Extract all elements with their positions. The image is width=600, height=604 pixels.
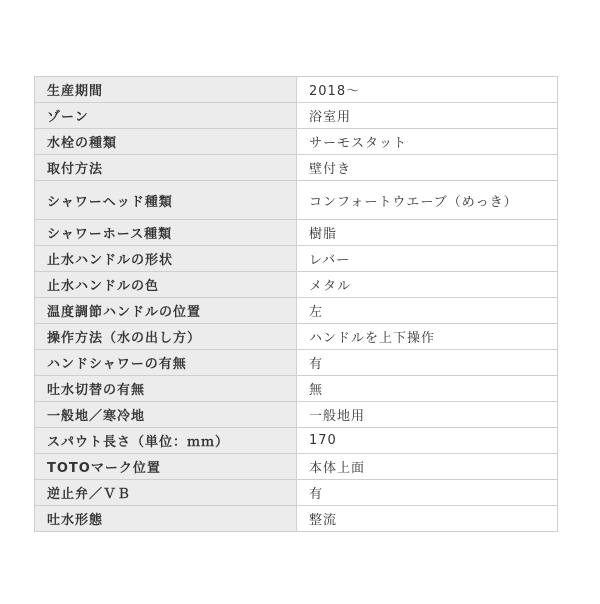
table-row xyxy=(35,350,558,376)
row-value: コンフォートウエーブ（めっき） xyxy=(297,181,558,220)
spec-table xyxy=(34,76,558,532)
row-label: 止水ハンドルの形状 xyxy=(35,246,297,272)
table-row xyxy=(35,181,558,220)
table-row xyxy=(35,272,558,298)
table-row xyxy=(35,246,558,272)
row-value: メタル xyxy=(297,272,558,298)
table-row xyxy=(35,129,558,155)
table-row xyxy=(35,454,558,480)
table-row xyxy=(35,402,558,428)
row-value: 本体上面 xyxy=(297,454,558,480)
table-row xyxy=(35,220,558,246)
row-value: 樹脂 xyxy=(297,220,558,246)
table-row xyxy=(35,428,558,454)
row-value: 浴室用 xyxy=(297,103,558,129)
row-label: 温度調節ハンドルの位置 xyxy=(35,298,297,324)
row-value: 170 xyxy=(297,428,558,454)
row-value: 一般地用 xyxy=(297,402,558,428)
row-label: スパウト長さ（単位：ｍｍ） xyxy=(35,428,297,454)
row-label: シャワーヘッド種類 xyxy=(35,181,297,220)
table-row xyxy=(35,155,558,181)
row-label: 一般地／寒冷地 xyxy=(35,402,297,428)
row-label: 吐水形態 xyxy=(35,506,297,532)
table-row xyxy=(35,103,558,129)
row-value: 整流 xyxy=(297,506,558,532)
table-row xyxy=(35,480,558,506)
table-row xyxy=(35,77,558,103)
row-label: 吐水切替の有無 xyxy=(35,376,297,402)
row-label: 水栓の種類 xyxy=(35,129,297,155)
row-label: 取付方法 xyxy=(35,155,297,181)
row-value: 有 xyxy=(297,350,558,376)
table-row xyxy=(35,376,558,402)
row-value: 左 xyxy=(297,298,558,324)
table-row xyxy=(35,324,558,350)
row-value: 壁付き xyxy=(297,155,558,181)
row-label: 逆止弁／ＶＢ xyxy=(35,480,297,506)
row-value: レバー xyxy=(297,246,558,272)
row-label: 止水ハンドルの色 xyxy=(35,272,297,298)
table-row xyxy=(35,506,558,532)
row-label: 操作方法（水の出し方） xyxy=(35,324,297,350)
row-label: TOTOマーク位置 xyxy=(35,454,297,480)
row-label: 生産期間 xyxy=(35,77,297,103)
row-value: ハンドルを上下操作 xyxy=(297,324,558,350)
row-label: ハンドシャワーの有無 xyxy=(35,350,297,376)
row-value: サーモスタット xyxy=(297,129,558,155)
row-value: 2018～ xyxy=(297,77,558,103)
table-row xyxy=(35,298,558,324)
row-value: 有 xyxy=(297,480,558,506)
row-label: シャワーホース種類 xyxy=(35,220,297,246)
row-value: 無 xyxy=(297,376,558,402)
row-label: ゾーン xyxy=(35,103,297,129)
